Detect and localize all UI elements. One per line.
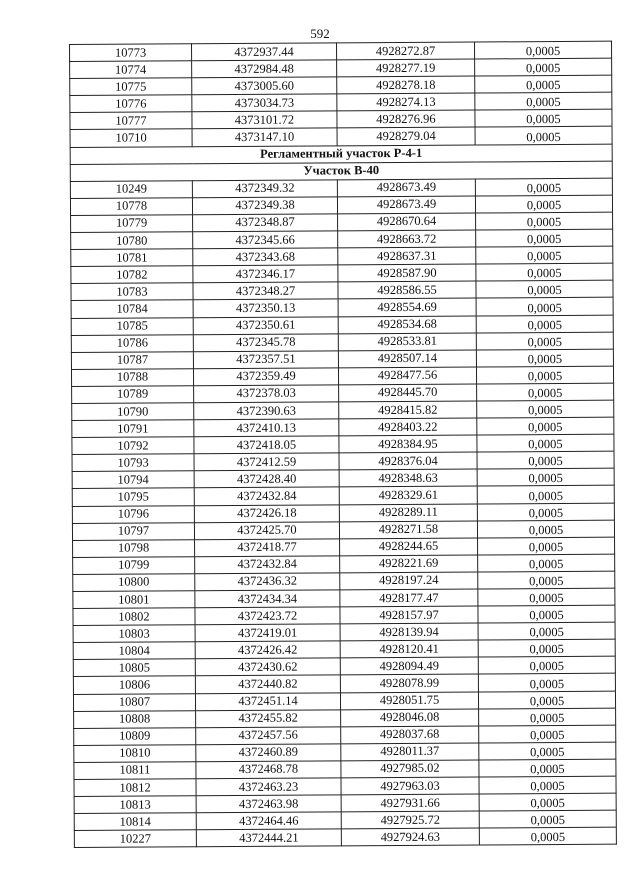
point-number-cell: 10809	[74, 727, 196, 745]
accuracy-cell: 0,0005	[476, 263, 613, 281]
accuracy-cell: 0,0005	[475, 110, 612, 128]
y-coordinate-cell: 4927924.63	[341, 828, 479, 846]
point-number-cell: 10802	[73, 608, 195, 626]
accuracy-cell: 0,0005	[477, 520, 614, 538]
point-number-cell: 10789	[72, 386, 194, 404]
x-coordinate-cell: 4372426.18	[194, 504, 339, 522]
y-coordinate-cell: 4928279.04	[337, 127, 475, 145]
x-coordinate-cell: 4372457.56	[196, 727, 341, 745]
y-coordinate-cell: 4928415.82	[339, 401, 477, 419]
point-number-cell: 10803	[73, 625, 195, 643]
x-coordinate-cell: 4372426.42	[195, 641, 340, 659]
y-coordinate-cell: 4928376.04	[339, 452, 477, 470]
y-coordinate-cell: 4928673.49	[337, 179, 475, 197]
x-coordinate-cell: 4372350.61	[193, 316, 338, 334]
y-coordinate-cell: 4928271.58	[339, 521, 477, 539]
point-number-cell: 10801	[73, 591, 195, 609]
y-coordinate-cell: 4928637.31	[338, 247, 476, 265]
accuracy-cell: 0,0005	[475, 75, 612, 93]
accuracy-cell: 0,0005	[479, 793, 616, 811]
point-number-cell: 10800	[73, 574, 195, 592]
x-coordinate-cell: 4372378.03	[194, 385, 339, 403]
y-coordinate-cell: 4928384.95	[339, 435, 477, 453]
point-number-cell: 10806	[73, 676, 195, 694]
coordinates-table-wrapper	[69, 41, 616, 849]
x-coordinate-cell: 4372345.78	[193, 333, 338, 351]
point-number-cell: 10794	[72, 471, 194, 489]
accuracy-cell: 0,0005	[478, 657, 615, 675]
accuracy-cell: 0,0005	[479, 725, 616, 743]
accuracy-cell: 0,0005	[479, 810, 616, 828]
x-coordinate-cell: 4372418.05	[194, 436, 339, 454]
y-coordinate-cell: 4928139.94	[340, 623, 478, 641]
point-number-cell: 10783	[71, 283, 193, 301]
point-number-cell: 10791	[72, 420, 194, 438]
x-coordinate-cell: 4372425.70	[194, 521, 339, 539]
x-coordinate-cell: 4373005.60	[192, 77, 337, 95]
x-coordinate-cell: 4372464.46	[196, 812, 341, 830]
page-number: 592	[310, 26, 330, 41]
point-number-cell: 10775	[70, 78, 192, 96]
accuracy-cell: 0,0005	[475, 58, 612, 76]
x-coordinate-cell: 4372423.72	[195, 607, 340, 625]
accuracy-cell: 0,0005	[478, 554, 615, 572]
y-coordinate-cell: 4928554.69	[338, 298, 476, 316]
point-number-cell: 10785	[71, 317, 193, 335]
point-number-cell: 10788	[71, 369, 193, 387]
point-number-cell: 10793	[72, 454, 194, 472]
x-coordinate-cell: 4372345.66	[193, 231, 338, 249]
accuracy-cell: 0,0005	[478, 588, 615, 606]
accuracy-cell: 0,0005	[479, 827, 616, 845]
point-number-cell: 10777	[70, 112, 192, 130]
x-coordinate-cell: 4372460.89	[196, 744, 341, 762]
point-number-cell: 10227	[74, 830, 196, 848]
y-coordinate-cell: 4928157.97	[340, 606, 478, 624]
y-coordinate-cell: 4928278.18	[337, 76, 475, 94]
point-number-cell: 10778	[70, 198, 192, 216]
y-coordinate-cell: 4928670.64	[338, 213, 476, 231]
accuracy-cell: 0,0005	[478, 691, 615, 709]
x-coordinate-cell: 4372451.14	[195, 692, 340, 710]
x-coordinate-cell: 4372432.84	[195, 556, 340, 574]
accuracy-cell: 0,0005	[478, 537, 615, 555]
x-coordinate-cell: 4372984.48	[192, 60, 337, 78]
table-row	[74, 827, 616, 847]
y-coordinate-cell: 4928445.70	[339, 384, 477, 402]
y-coordinate-cell: 4928177.47	[340, 589, 478, 607]
x-coordinate-cell: 4372463.23	[196, 778, 341, 796]
x-coordinate-cell: 4372937.44	[192, 43, 337, 61]
accuracy-cell: 0,0005	[477, 451, 614, 469]
table-body-bottom	[70, 178, 616, 848]
point-number-cell: 10786	[71, 334, 193, 352]
accuracy-cell: 0,0005	[479, 742, 616, 760]
x-coordinate-cell: 4372350.13	[193, 299, 338, 317]
accuracy-cell: 0,0005	[476, 212, 613, 230]
table-body-top	[70, 41, 613, 147]
accuracy-cell: 0,0005	[475, 92, 612, 110]
point-number-cell: 10810	[74, 745, 196, 763]
point-number-cell: 10799	[73, 557, 195, 575]
y-coordinate-cell: 4928197.24	[340, 572, 478, 590]
accuracy-cell: 0,0005	[475, 195, 612, 213]
y-coordinate-cell: 4928329.61	[339, 486, 477, 504]
accuracy-cell: 0,0005	[478, 639, 615, 657]
point-number-cell: 10774	[70, 61, 192, 79]
accuracy-cell: 0,0005	[479, 708, 616, 726]
x-coordinate-cell: 4373147.10	[192, 128, 337, 146]
accuracy-cell: 0,0005	[477, 417, 614, 435]
point-number-cell: 10795	[72, 488, 194, 506]
accuracy-cell: 0,0005	[477, 434, 614, 452]
x-coordinate-cell: 4372468.78	[196, 761, 341, 779]
point-number-cell: 10796	[72, 505, 194, 523]
accuracy-cell: 0,0005	[477, 486, 614, 504]
x-coordinate-cell: 4372348.27	[193, 282, 338, 300]
y-coordinate-cell: 4928051.75	[340, 692, 478, 710]
y-coordinate-cell: 4928348.63	[339, 469, 477, 487]
accuracy-cell: 0,0005	[476, 246, 613, 264]
subsection-title: Участок В-40	[70, 161, 612, 181]
accuracy-cell: 0,0005	[478, 674, 615, 692]
accuracy-cell: 0,0005	[476, 298, 613, 316]
section-title: Регламентный участок Р-4-1	[70, 144, 612, 164]
x-coordinate-cell: 4373101.72	[192, 111, 337, 129]
y-coordinate-cell: 4928037.68	[341, 726, 479, 744]
point-number-cell: 10249	[70, 180, 192, 198]
x-coordinate-cell: 4372430.62	[195, 658, 340, 676]
y-coordinate-cell: 4928663.72	[338, 230, 476, 248]
y-coordinate-cell: 4928586.55	[338, 281, 476, 299]
x-coordinate-cell: 4372428.40	[194, 470, 339, 488]
point-number-cell: 10782	[71, 266, 193, 284]
x-coordinate-cell: 4372444.21	[196, 829, 341, 847]
y-coordinate-cell: 4928587.90	[338, 264, 476, 282]
x-coordinate-cell: 4372412.59	[194, 453, 339, 471]
point-number-cell: 10792	[72, 437, 194, 455]
point-number-cell: 10781	[71, 249, 193, 267]
coordinates-table	[69, 41, 617, 849]
accuracy-cell: 0,0005	[479, 776, 616, 794]
accuracy-cell: 0,0005	[477, 469, 614, 487]
accuracy-cell: 0,0005	[476, 280, 613, 298]
accuracy-cell: 0,0005	[476, 349, 613, 367]
y-coordinate-cell: 4928277.19	[337, 59, 475, 77]
accuracy-cell: 0,0005	[476, 332, 613, 350]
y-coordinate-cell: 4928011.37	[341, 743, 479, 761]
accuracy-cell: 0,0005	[475, 127, 612, 145]
accuracy-cell: 0,0005	[474, 41, 611, 59]
point-number-cell: 10773	[70, 44, 192, 62]
point-number-cell: 10790	[72, 403, 194, 421]
x-coordinate-cell: 4372348.87	[193, 214, 338, 232]
y-coordinate-cell: 4928120.41	[340, 640, 478, 658]
y-coordinate-cell: 4927985.02	[341, 760, 479, 778]
accuracy-cell: 0,0005	[478, 571, 615, 589]
point-number-cell: 10798	[73, 539, 195, 557]
point-number-cell: 10804	[73, 642, 195, 660]
y-coordinate-cell: 4928477.56	[338, 367, 476, 385]
x-coordinate-cell: 4372455.82	[196, 710, 341, 728]
x-coordinate-cell: 4372419.01	[195, 624, 340, 642]
x-coordinate-cell: 4372346.17	[193, 265, 338, 283]
y-coordinate-cell: 4928078.99	[340, 674, 478, 692]
x-coordinate-cell: 4372436.32	[195, 573, 340, 591]
y-coordinate-cell: 4928403.22	[339, 418, 477, 436]
x-coordinate-cell: 4373034.73	[192, 94, 337, 112]
y-coordinate-cell: 4928289.11	[339, 504, 477, 522]
accuracy-cell: 0,0005	[475, 178, 612, 196]
y-coordinate-cell: 4928046.08	[341, 709, 479, 727]
x-coordinate-cell: 4372410.13	[194, 419, 339, 437]
section-header-group	[70, 144, 612, 181]
accuracy-cell: 0,0005	[477, 400, 614, 418]
point-number-cell: 10776	[70, 95, 192, 113]
accuracy-cell: 0,0005	[478, 605, 615, 623]
point-number-cell: 10805	[73, 659, 195, 677]
point-number-cell: 10811	[74, 762, 196, 780]
x-coordinate-cell: 4372390.63	[194, 402, 339, 420]
x-coordinate-cell: 4372440.82	[195, 675, 340, 693]
x-coordinate-cell: 4372349.32	[192, 180, 337, 198]
x-coordinate-cell: 4372359.49	[193, 368, 338, 386]
y-coordinate-cell: 4928533.81	[338, 333, 476, 351]
accuracy-cell: 0,0005	[478, 622, 615, 640]
y-coordinate-cell: 4928534.68	[338, 316, 476, 334]
y-coordinate-cell: 4928274.13	[337, 93, 475, 111]
accuracy-cell: 0,0005	[476, 229, 613, 247]
y-coordinate-cell: 4928507.14	[338, 350, 476, 368]
y-coordinate-cell: 4928272.87	[336, 42, 474, 60]
point-number-cell: 10807	[73, 693, 195, 711]
point-number-cell: 10780	[71, 232, 193, 250]
point-number-cell: 10710	[70, 129, 192, 147]
y-coordinate-cell: 4928276.96	[337, 110, 475, 128]
accuracy-cell: 0,0005	[479, 759, 616, 777]
x-coordinate-cell: 4372434.34	[195, 590, 340, 608]
x-coordinate-cell: 4372463.98	[196, 795, 341, 813]
point-number-cell: 10784	[71, 300, 193, 318]
point-number-cell: 10814	[74, 813, 196, 831]
x-coordinate-cell: 4372432.84	[194, 487, 339, 505]
y-coordinate-cell: 4928221.69	[340, 555, 478, 573]
point-number-cell: 10813	[74, 796, 196, 814]
accuracy-cell: 0,0005	[476, 315, 613, 333]
y-coordinate-cell: 4928094.49	[340, 657, 478, 675]
point-number-cell: 10812	[74, 779, 196, 797]
point-number-cell: 10779	[71, 215, 193, 233]
y-coordinate-cell: 4927963.03	[341, 777, 479, 795]
x-coordinate-cell: 4372343.68	[193, 248, 338, 266]
accuracy-cell: 0,0005	[476, 366, 613, 384]
x-coordinate-cell: 4372349.38	[192, 197, 337, 215]
point-number-cell: 10808	[74, 710, 196, 728]
accuracy-cell: 0,0005	[477, 503, 614, 521]
y-coordinate-cell: 4927925.72	[341, 811, 479, 829]
x-coordinate-cell: 4372357.51	[193, 351, 338, 369]
y-coordinate-cell: 4928673.49	[337, 196, 475, 214]
point-number-cell: 10797	[72, 522, 194, 540]
point-number-cell: 10787	[71, 351, 193, 369]
x-coordinate-cell: 4372418.77	[195, 539, 340, 557]
y-coordinate-cell: 4928244.65	[340, 538, 478, 556]
accuracy-cell: 0,0005	[477, 383, 614, 401]
y-coordinate-cell: 4927931.66	[341, 794, 479, 812]
